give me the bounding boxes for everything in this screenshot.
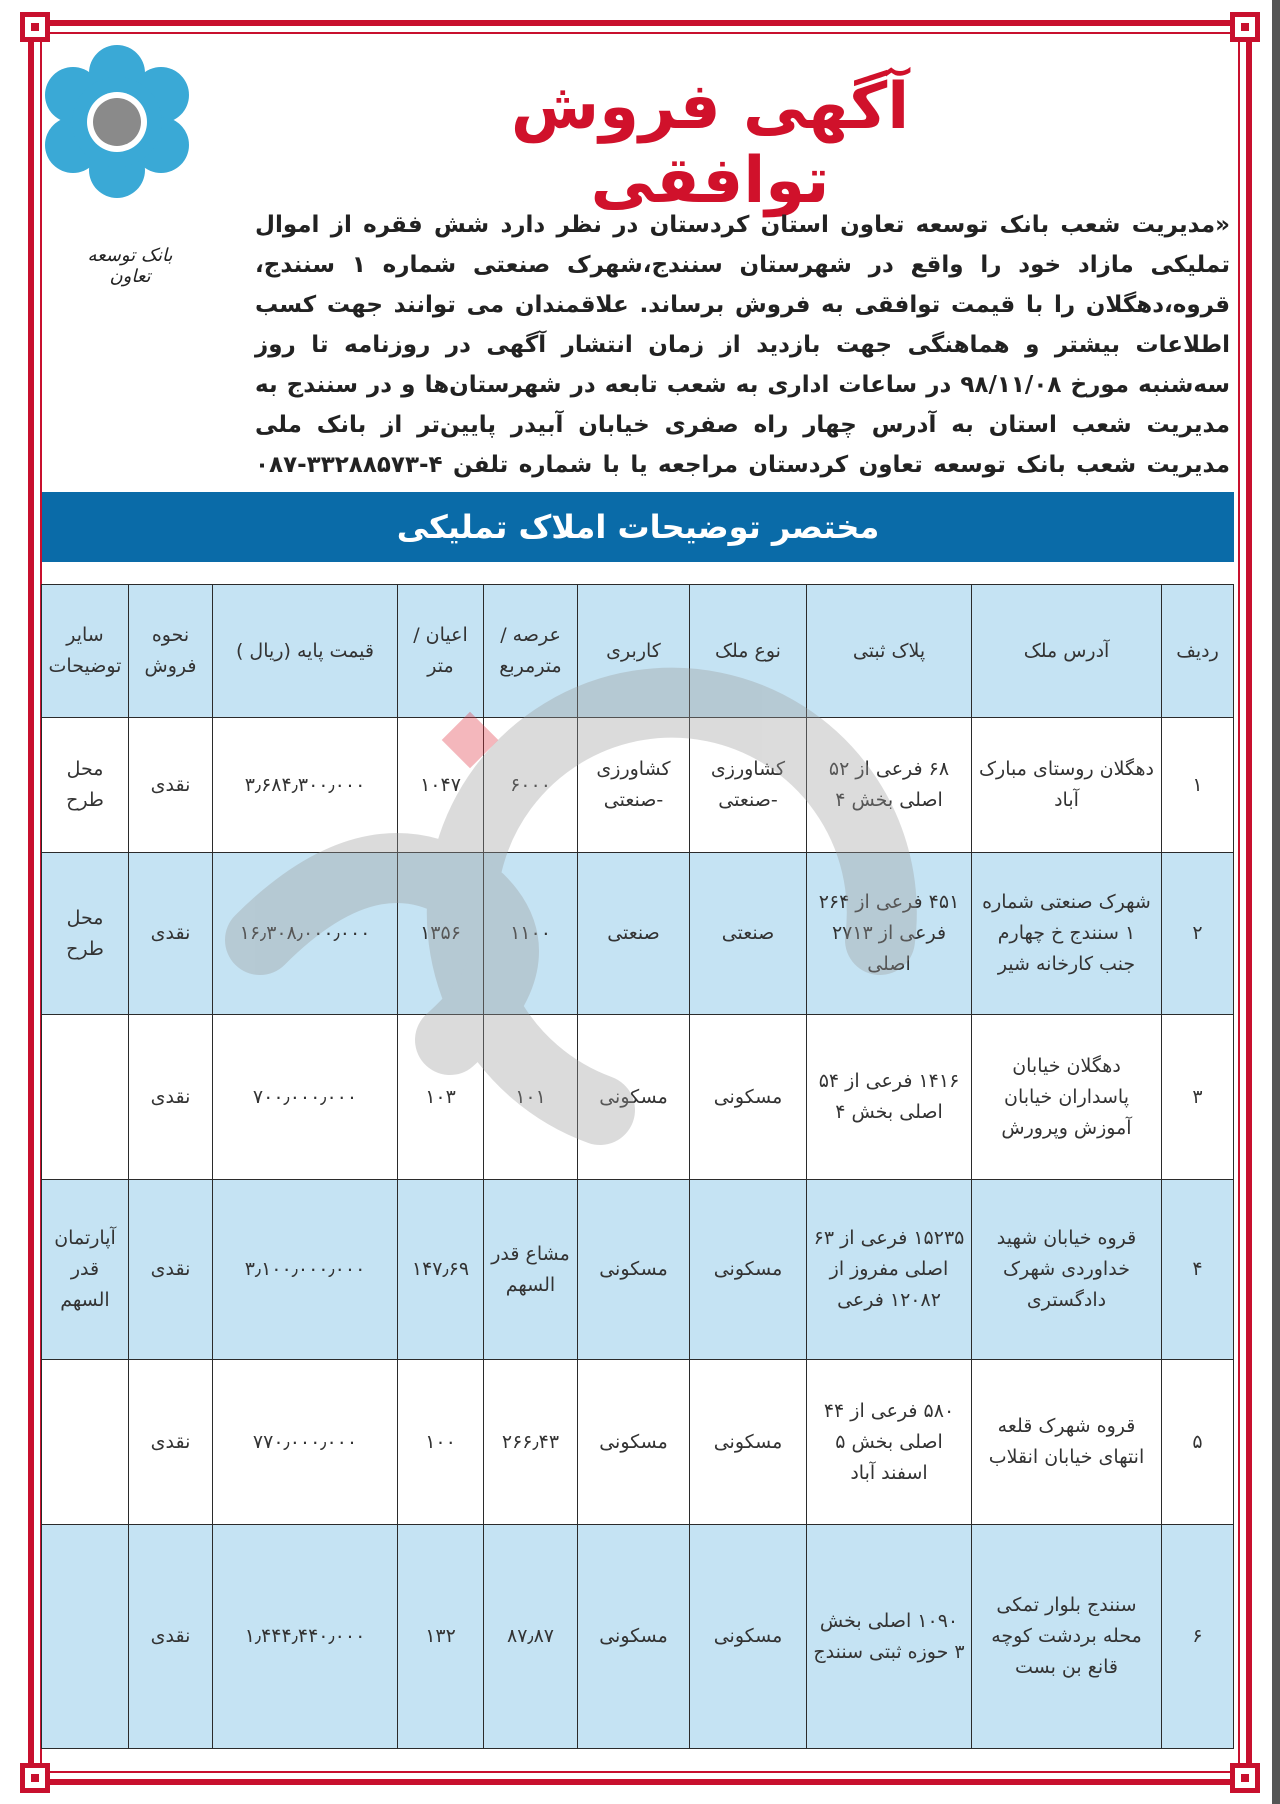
cell-plate: ۱۵۲۳۵ فرعی از ۶۳ اصلی مفروز از ۱۲۰۸۲ فرعی	[807, 1180, 972, 1360]
table-row	[42, 718, 1234, 853]
cell-row-number: ۴	[1162, 1180, 1234, 1360]
table-row	[42, 1360, 1234, 1525]
cell-address: قروه خیابان شهید خداوردی شهرک دادگستری	[972, 1180, 1162, 1360]
cell-row-number: ۶	[1162, 1525, 1234, 1749]
cell-address: دهگلان خیابان پاسداران خیابان آموزش وپرورش	[972, 1015, 1162, 1180]
cell-building: ۱۰۳	[398, 1015, 484, 1180]
cell-building: ۱۳۲	[398, 1525, 484, 1749]
cell-land: مشاع قدر السهم	[484, 1180, 578, 1360]
cell-plate: ۴۵۱ فرعی از ۲۶۴ فرعی از ۲۷۱۳ اصلی	[807, 853, 972, 1015]
cell-land: ۶۰۰۰	[484, 718, 578, 853]
cell-notes: محل طرح	[42, 853, 129, 1015]
cell-notes	[42, 1525, 129, 1749]
header-type: نوع ملک	[690, 585, 807, 718]
header-land: عرصه / مترمربع	[484, 585, 578, 718]
cell-notes	[42, 1015, 129, 1180]
corner-ornament-top-left	[20, 12, 50, 42]
cell-type: مسکونی	[690, 1525, 807, 1749]
table-row	[42, 853, 1234, 1015]
table-banner: مختصر توضیحات املاک تملیکی	[42, 492, 1234, 562]
cell-building: ۱۰۰	[398, 1360, 484, 1525]
cell-plate: ۵۸۰ فرعی از ۴۴ اصلی بخش ۵ اسفند آباد	[807, 1360, 972, 1525]
page-title: آگهی فروش توافقی	[510, 70, 910, 218]
cell-price: ۳٫۶۸۴٫۳۰۰٫۰۰۰	[213, 718, 398, 853]
table-row	[42, 1015, 1234, 1180]
header-usage: کاربری	[578, 585, 690, 718]
header-notes: سایر توضیحات	[42, 585, 129, 718]
header-price: قیمت پایه (ریال )	[213, 585, 398, 718]
properties-table	[41, 584, 1234, 1749]
corner-ornament-top-right	[1230, 12, 1260, 42]
cell-land: ۱۱۰۰	[484, 853, 578, 1015]
cell-building: ۱۳۵۶	[398, 853, 484, 1015]
cell-price: ۷۷۰٫۰۰۰٫۰۰۰	[213, 1360, 398, 1525]
cell-land: ۸۷٫۸۷	[484, 1525, 578, 1749]
cell-usage: مسکونی	[578, 1015, 690, 1180]
intro-paragraph: «مدیریت شعب بانک توسعه تعاون استان کردستان در نظر دارد شش فقره از اموال تملیکی مازاد خود را واقع در شهرستان سنندج،شهرک صنعتی شماره ۱ سنندج، قروه،دهگلان را با قیمت توافقی به فروش برساند. علاقمندان می توانند جهت کسب اطلاعات بیشتر و هماهنگی جهت بازدید از زمان انتشار آگهی در روزنامه تا روز سه‌شنبه مورخ ۹۸/۱۱/۰۸ در ساعات اداری به شعب تابعه در شهرستان‌ها و در سنندج به مدیریت شعب استان به آدرس چهار راه صفری خیابان آبیدر پایین‌تر از بانک ملی مدیریت شعب بانک توسعه تعاون کردستان مراجعه یا با شماره تلفن ۴-۳۳۲۸۸۵۷۳-۰۸۷	[255, 212, 1230, 478]
cell-usage: مسکونی	[578, 1525, 690, 1749]
table-row	[42, 1525, 1234, 1749]
header-address: آدرس ملک	[972, 585, 1162, 718]
cell-type: کشاورزی -صنعتی	[690, 718, 807, 853]
cell-row-number: ۲	[1162, 853, 1234, 1015]
cell-price: ۷۰۰٫۰۰۰٫۰۰۰	[213, 1015, 398, 1180]
cell-type: مسکونی	[690, 1180, 807, 1360]
bank-flower-logo-icon	[40, 45, 195, 200]
table-header-row	[42, 585, 1234, 718]
page-edge-strip	[1272, 0, 1280, 1804]
cell-usage: مسکونی	[578, 1360, 690, 1525]
cell-sale: نقدی	[129, 853, 213, 1015]
cell-price: ۱۶٫۳۰۸٫۰۰۰٫۰۰۰	[213, 853, 398, 1015]
cell-land: ۱۰۱	[484, 1015, 578, 1180]
cell-plate: ۱۰۹۰ اصلی بخش ۳ حوزه ثبتی سنندج	[807, 1525, 972, 1749]
cell-building: ۱۰۴۷	[398, 718, 484, 853]
cell-price: ۱٫۴۴۴٫۴۴۰٫۰۰۰	[213, 1525, 398, 1749]
cell-usage: کشاورزی -صنعتی	[578, 718, 690, 853]
cell-address: دهگلان روستای مبارک آباد	[972, 718, 1162, 853]
cell-sale: نقدی	[129, 1015, 213, 1180]
cell-type: صنعتی	[690, 853, 807, 1015]
header-row-number: ردیف	[1162, 585, 1234, 718]
cell-address: سنندج بلوار تمکی محله بردشت کوچه قانع بن بست	[972, 1525, 1162, 1749]
properties-table-wrapper	[42, 584, 1234, 1749]
cell-sale: نقدی	[129, 1360, 213, 1525]
cell-type: مسکونی	[690, 1015, 807, 1180]
cell-row-number: ۳	[1162, 1015, 1234, 1180]
corner-ornament-bottom-left	[20, 1763, 50, 1793]
cell-usage: مسکونی	[578, 1180, 690, 1360]
cell-usage: صنعتی	[578, 853, 690, 1015]
header-plate: پلاک ثبتی	[807, 585, 972, 718]
cell-plate: ۱۴۱۶ فرعی از ۵۴ اصلی بخش ۴	[807, 1015, 972, 1180]
cell-row-number: ۱	[1162, 718, 1234, 853]
cell-price: ۳٫۱۰۰٫۰۰۰٫۰۰۰	[213, 1180, 398, 1360]
cell-notes	[42, 1360, 129, 1525]
cell-address: شهرک صنعتی شماره ۱ سنندج خ چهارم جنب کارخانه شیر	[972, 853, 1162, 1015]
cell-sale: نقدی	[129, 1180, 213, 1360]
cell-type: مسکونی	[690, 1360, 807, 1525]
table-row	[42, 1180, 1234, 1360]
cell-building: ۱۴۷٫۶۹	[398, 1180, 484, 1360]
cell-notes: آپارتمان قدر السهم	[42, 1180, 129, 1360]
cell-notes: محل طرح	[42, 718, 129, 853]
logo-caption: بانک توسعه تعاون	[87, 245, 173, 287]
cell-address: قروه شهرک قلعه انتهای خیابان انقلاب	[972, 1360, 1162, 1525]
cell-row-number: ۵	[1162, 1360, 1234, 1525]
cell-land: ۲۶۶٫۴۳	[484, 1360, 578, 1525]
corner-ornament-bottom-right	[1230, 1763, 1260, 1793]
cell-sale: نقدی	[129, 1525, 213, 1749]
cell-sale: نقدی	[129, 718, 213, 853]
header-sale: نحوه فروش	[129, 585, 213, 718]
cell-plate: ۶۸ فرعی از ۵۲ اصلی بخش ۴	[807, 718, 972, 853]
header-building: اعیان / متر	[398, 585, 484, 718]
